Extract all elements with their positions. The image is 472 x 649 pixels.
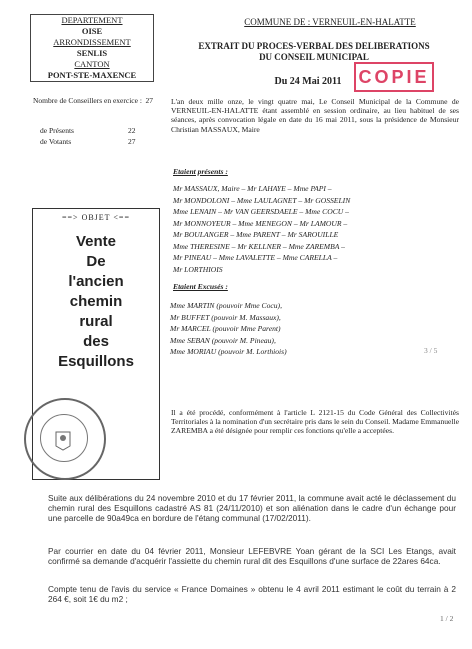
- list-item: Mme SEBAN (pouvoir M. Pineau),: [170, 335, 276, 345]
- list-item: Mr BOULANGER – Mme PARENT – Mr SAROUILLE: [173, 230, 339, 239]
- list-item: Mr BUFFET (pouvoir M. Massaux),: [170, 312, 281, 322]
- seal-emblem: [24, 398, 102, 476]
- excuses-heading: Etaient Excusés :: [173, 282, 228, 291]
- list-item: Mr MONDOLONI – Mme LAULAGNET – Mr GOSSELIN: [173, 195, 351, 205]
- document-title: EXTRAIT DU PROCES-VERBAL DES DELIBERATIONS: [198, 41, 430, 51]
- count-presents-value: 22: [128, 126, 136, 135]
- objet-line: des: [83, 333, 109, 350]
- count-votants-value: 27: [128, 137, 136, 146]
- header-line: ARRONDISSEMENT: [53, 37, 131, 47]
- margin-note: 3 / 5: [424, 346, 438, 355]
- header-line: OISE: [81, 26, 103, 36]
- body-paragraph: Par courrier en date du 04 février 2011, Monsieur LEFEBVRE Yoan gérant de la SCI Les Etangs, avait confirmé sa demande d'acquérir l'assiette du chemin rural dit des Esquillons d'une surface de 22ares 64ca.: [48, 546, 456, 566]
- objet-line: De: [86, 253, 106, 270]
- body-paragraph: Suite aux délibérations du 24 novembre 2010 et du 17 février 2011, la commune avait acté le déclassement du chemin rural des Esquillons cadastré AS 81 (24/11/2010) et son aliénation dans le cadre d'un échange pour une parcelle de 90a49ca en bordure de l'étang communal (17/02/2011).: [48, 493, 456, 523]
- header-line: SENLIS: [76, 48, 108, 58]
- meeting-date: Du 24 Mai 2011: [274, 76, 342, 87]
- header-line: DEPARTEMENT: [61, 15, 123, 25]
- list-item: Mr MASSAUX, Maire – Mr LAHAYE – Mme PAPI –: [173, 184, 332, 193]
- objet-line: chemin: [69, 293, 123, 310]
- department-header-box: [30, 14, 154, 82]
- body-paragraph: Compte tenu de l'avis du service « France Domaines » obtenu le 4 avril 2011 estimant le coût du terrain à 2 264 €, soit 1€ du m2 ;: [48, 584, 456, 604]
- objet-text: [33, 232, 159, 372]
- document-subtitle: DU CONSEIL MUNICIPAL: [259, 52, 369, 62]
- list-item: Mme LENAIN – Mr VAN GEERSDAELE – Mme COCU –: [173, 207, 349, 216]
- commune-name: COMMUNE DE : VERNEUIL-EN-HALATTE: [244, 17, 416, 27]
- count-presents-label: de Présents: [40, 126, 74, 135]
- count-presents: [40, 126, 140, 136]
- count-exercice: [33, 96, 159, 106]
- list-item: Mme MORIAU (pouvoir M. Lorthiois): [170, 347, 287, 356]
- intro-paragraph: L'an deux mille onze, le vingt quatre mai, Le Conseil Municipal de la Commune de VERNEUIL-EN-HALATTE étant assemblé en session ordinaire, au lieu habituel de ses séances, après convocation légale en date du 16 mai 2011, sous la présidence de Monsieur Christian MASSAUX, Maire: [171, 97, 459, 134]
- list-item: Mme MARTIN (pouvoir Mme Cocu),: [170, 301, 282, 310]
- secretaire-paragraph: Il a été procédé, conformément à l'article L 2121-15 du Code Général des Collectivités Territoriales à la nomination d'un secrétaire pris dans le sein du Conseil. Madame Emmanuelle ZAREMBA a été désignée pour remplir ces fonctions qu'elle a acceptées.: [171, 408, 459, 436]
- list-item: Mr LORTHIOIS: [173, 264, 223, 274]
- list-item: Mme THERESINE – Mr KELLNER – Mme ZAREMBA –: [173, 241, 345, 251]
- presents-heading: Etaient présents :: [173, 167, 228, 176]
- objet-line: Esquillons: [58, 353, 134, 370]
- objet-line: rural: [79, 313, 113, 330]
- count-votants-label: de Votants: [40, 137, 72, 146]
- objet-line: Vente: [75, 233, 117, 250]
- count-exercice-value: 27: [145, 96, 153, 105]
- objet-heading: ==> OBJET <==: [62, 213, 130, 222]
- header-line: CANTON: [74, 59, 110, 69]
- copie-stamp: COPIE: [354, 62, 434, 92]
- list-item: Mr MONNOYEUR – Mme MENEGON – Mr LAMOUR –: [173, 218, 348, 228]
- presents-list: [173, 183, 458, 275]
- objet-line: l'ancien: [68, 273, 124, 290]
- list-item: Mr MARCEL (pouvoir Mme Parent): [170, 324, 281, 333]
- page-number: 1 / 2: [440, 614, 454, 623]
- count-votants: [40, 137, 140, 147]
- count-exercice-label: Nombre de Conseillers en exercice :: [33, 96, 142, 105]
- mairie-seal-stamp: [24, 398, 106, 480]
- excuses-list: [170, 300, 390, 358]
- list-item: Mr PINEAU – Mme LAVALETTE – Mme CARELLA –: [173, 253, 338, 262]
- header-line: PONT-STE-MAXENCE: [47, 70, 137, 80]
